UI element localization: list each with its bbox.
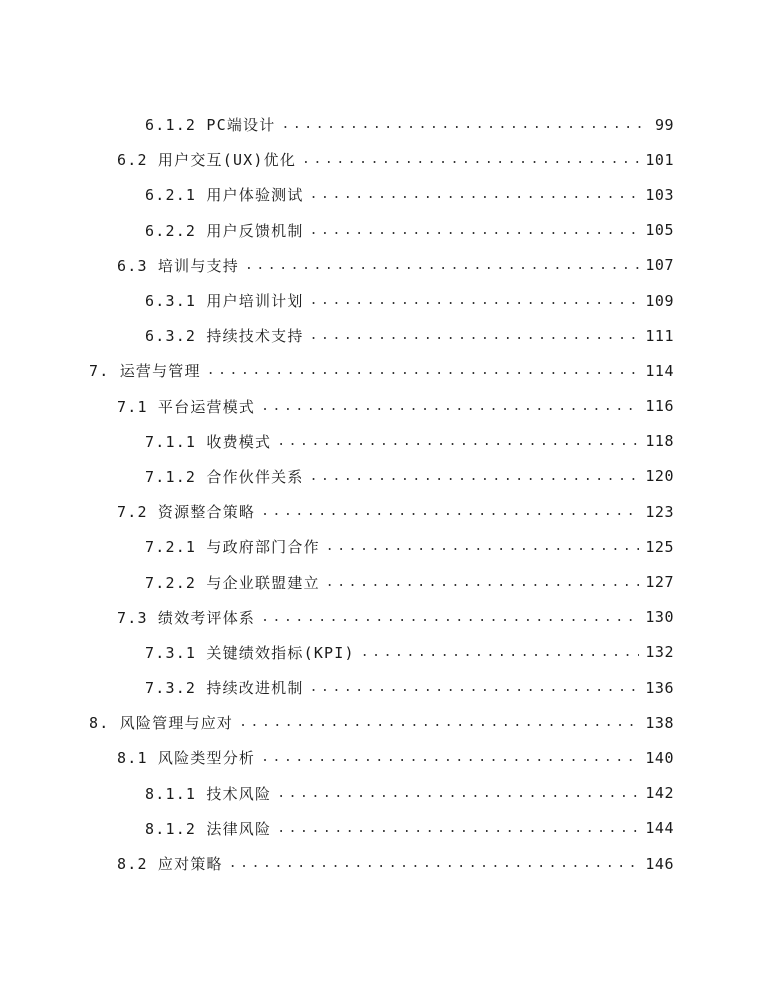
- dot-leader: [261, 399, 639, 414]
- toc-entry-label: 7.3.2 持续改进机制: [145, 679, 304, 698]
- toc-entry[interactable]: [0, 107, 765, 142]
- toc-entry[interactable]: [0, 213, 765, 248]
- toc-entry-page: 120: [645, 467, 674, 486]
- dot-leader: [326, 539, 640, 554]
- toc-entry-label: 6.3.2 持续技术支持: [145, 327, 304, 346]
- dot-leader: [310, 469, 640, 484]
- dot-leader: [277, 821, 639, 836]
- dot-leader: [302, 152, 639, 167]
- toc-entry[interactable]: [0, 389, 765, 424]
- toc-entry[interactable]: [0, 353, 765, 388]
- toc-entry-label: 7.2.2 与企业联盟建立: [145, 573, 320, 592]
- toc-entry[interactable]: [0, 740, 765, 775]
- toc-entry-label: 6.2.2 用户反馈机制: [145, 221, 304, 240]
- dot-leader: [310, 223, 640, 238]
- toc-entry-label: 7.1.1 收费模式: [145, 432, 272, 451]
- dot-leader: [310, 293, 640, 308]
- dot-leader: [281, 117, 648, 132]
- toc-entry-label: 7.1 平台运营模式: [117, 397, 256, 416]
- dot-leader: [229, 856, 640, 871]
- toc-entry-page: 116: [645, 397, 674, 416]
- toc-entry-label: 7.2 资源整合策略: [117, 503, 256, 522]
- toc-entry-label: 7.3.1 关键绩效指标(KPI): [145, 643, 355, 662]
- toc-entry-page: 146: [645, 854, 674, 873]
- toc-entry-label: 7.3 绩效考评体系: [117, 608, 256, 627]
- toc-entry-label: 6.2 用户交互(UX)优化: [117, 151, 297, 170]
- toc-entry-page: 142: [645, 784, 674, 803]
- toc-entry[interactable]: [0, 670, 765, 705]
- toc-entry-label: 7.2.1 与政府部门合作: [145, 538, 320, 557]
- toc-entry-label: 7. 运营与管理: [89, 362, 201, 381]
- table-of-contents: [0, 107, 765, 881]
- toc-entry-page: 123: [645, 502, 674, 521]
- toc-entry[interactable]: [0, 248, 765, 283]
- toc-entry-page: 125: [645, 537, 674, 556]
- dot-leader: [310, 680, 640, 695]
- toc-entry-page: 99: [654, 115, 674, 134]
- toc-entry-label: 6.3 培训与支持: [117, 256, 239, 275]
- toc-entry-label: 8.1 风险类型分析: [117, 749, 256, 768]
- dot-leader: [310, 187, 640, 202]
- dot-leader: [326, 575, 640, 590]
- toc-entry-label: 6.3.1 用户培训计划: [145, 292, 304, 311]
- toc-entry-page: 114: [645, 361, 674, 380]
- toc-entry[interactable]: [0, 318, 765, 353]
- dot-leader: [277, 786, 639, 801]
- toc-entry[interactable]: [0, 600, 765, 635]
- toc-entry[interactable]: [0, 564, 765, 599]
- toc-entry-page: 144: [645, 819, 674, 838]
- toc-entry[interactable]: [0, 283, 765, 318]
- toc-entry-page: 118: [645, 432, 674, 451]
- toc-entry[interactable]: [0, 635, 765, 670]
- toc-entry-page: 107: [645, 256, 674, 275]
- toc-entry[interactable]: [0, 424, 765, 459]
- dot-leader: [361, 645, 640, 660]
- dot-leader: [261, 504, 639, 519]
- toc-entry[interactable]: [0, 142, 765, 177]
- dot-leader: [261, 750, 639, 765]
- toc-entry-label: 6.2.1 用户体验测试: [145, 186, 304, 205]
- dot-leader: [261, 610, 639, 625]
- dot-leader: [245, 258, 639, 273]
- toc-entry-page: 132: [645, 643, 674, 662]
- toc-entry-page: 138: [645, 713, 674, 732]
- dot-leader: [239, 715, 639, 730]
- toc-entry-page: 101: [645, 150, 674, 169]
- toc-entry[interactable]: [0, 846, 765, 881]
- dot-leader: [207, 363, 640, 378]
- toc-entry-page: 111: [645, 326, 674, 345]
- toc-entry-label: 8.2 应对策略: [117, 855, 223, 874]
- toc-entry-page: 109: [645, 291, 674, 310]
- dot-leader: [310, 328, 640, 343]
- toc-entry-page: 127: [645, 573, 674, 592]
- toc-entry-label: 8.1.2 法律风险: [145, 819, 272, 838]
- toc-entry-label: 7.1.2 合作伙伴关系: [145, 467, 304, 486]
- toc-entry[interactable]: [0, 811, 765, 846]
- toc-entry[interactable]: [0, 529, 765, 564]
- toc-entry-label: 6.1.2 PC端设计: [145, 116, 276, 135]
- dot-leader: [277, 434, 639, 449]
- toc-entry[interactable]: [0, 177, 765, 212]
- toc-entry-page: 105: [645, 221, 674, 240]
- toc-entry[interactable]: [0, 705, 765, 740]
- toc-entry-page: 130: [645, 608, 674, 627]
- toc-entry-page: 140: [645, 748, 674, 767]
- toc-entry-page: 136: [645, 678, 674, 697]
- toc-entry[interactable]: [0, 776, 765, 811]
- toc-entry-label: 8.1.1 技术风险: [145, 784, 272, 803]
- toc-entry[interactable]: [0, 494, 765, 529]
- toc-entry-page: 103: [645, 185, 674, 204]
- toc-entry-label: 8. 风险管理与应对: [89, 714, 234, 733]
- toc-entry[interactable]: [0, 459, 765, 494]
